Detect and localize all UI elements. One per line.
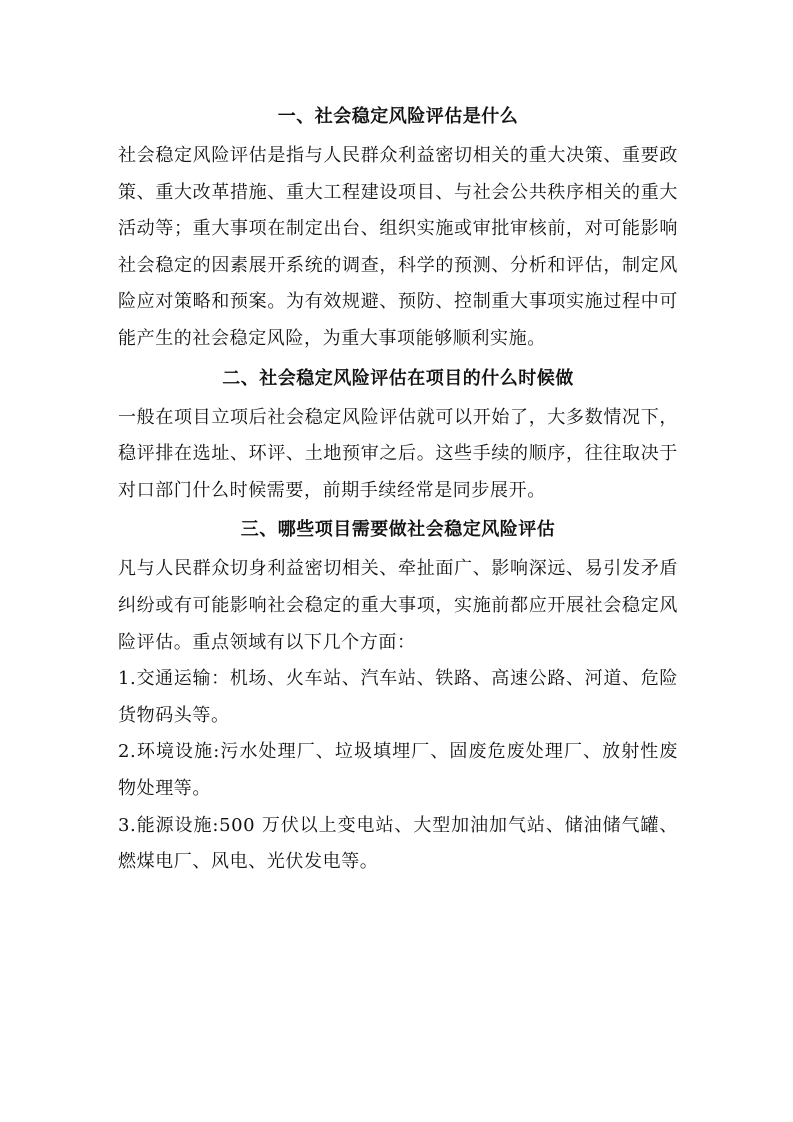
list-item-transport: 1.交通运输：机场、火车站、汽车站、铁路、高速公路、河道、危险货物码头等。 — [118, 668, 678, 726]
section-heading-2: 二、社会稳定风险评估在项目的什么时候做 — [222, 367, 574, 389]
section-3-paragraph: 凡与人民群众切身利益密切相关、牵扯面广、影响深远、易引发矛盾纠纷或有可能影响社会稳定的重大事项，实施前都应开展社会稳定风险评估。重点领域有以下几个方面： — [118, 558, 678, 653]
section-1-paragraph: 社会稳定风险评估是指与人民群众利益密切相关的重大决策、重要政策、重大改革措施、重大工程建设项目、与社会公共秩序相关的重大活动等；重大事项在制定出台、组织实施或审批审核前，对可能影响社会稳定的因素展开系统的调查，科学的预测、分析和评估，制定风险应对策略和预案。为有效规避、预防、控制重大事项实施过程中可能产生的社会稳定风险，为重大事项能够顺利实施。 — [118, 145, 678, 349]
section-heading-3: 三、哪些项目需要做社会稳定风险评估 — [240, 519, 556, 541]
section-heading-1: 一、社会稳定风险评估是什么 — [277, 106, 519, 127]
document-body — [118, 96, 678, 881]
section-2-paragraph: 一般在项目立项后社会稳定风险评估就可以开始了，大多数情况下，稳评排在选址、环评、土地预审之后。这些手续的顺序，往往取决于对口部门什么时候需要，前期手续经常是同步展开。 — [118, 406, 678, 501]
list-item-energy: 3.能源设施:500 万伏以上变电站、大型加油加气站、储油储气罐、燃煤电厂、风电、光伏发电等。 — [118, 814, 678, 873]
list-item-environment: 2.环境设施:污水处理厂、垃圾填埋厂、固废危废处理厂、放射性废物处理等。 — [118, 741, 678, 799]
